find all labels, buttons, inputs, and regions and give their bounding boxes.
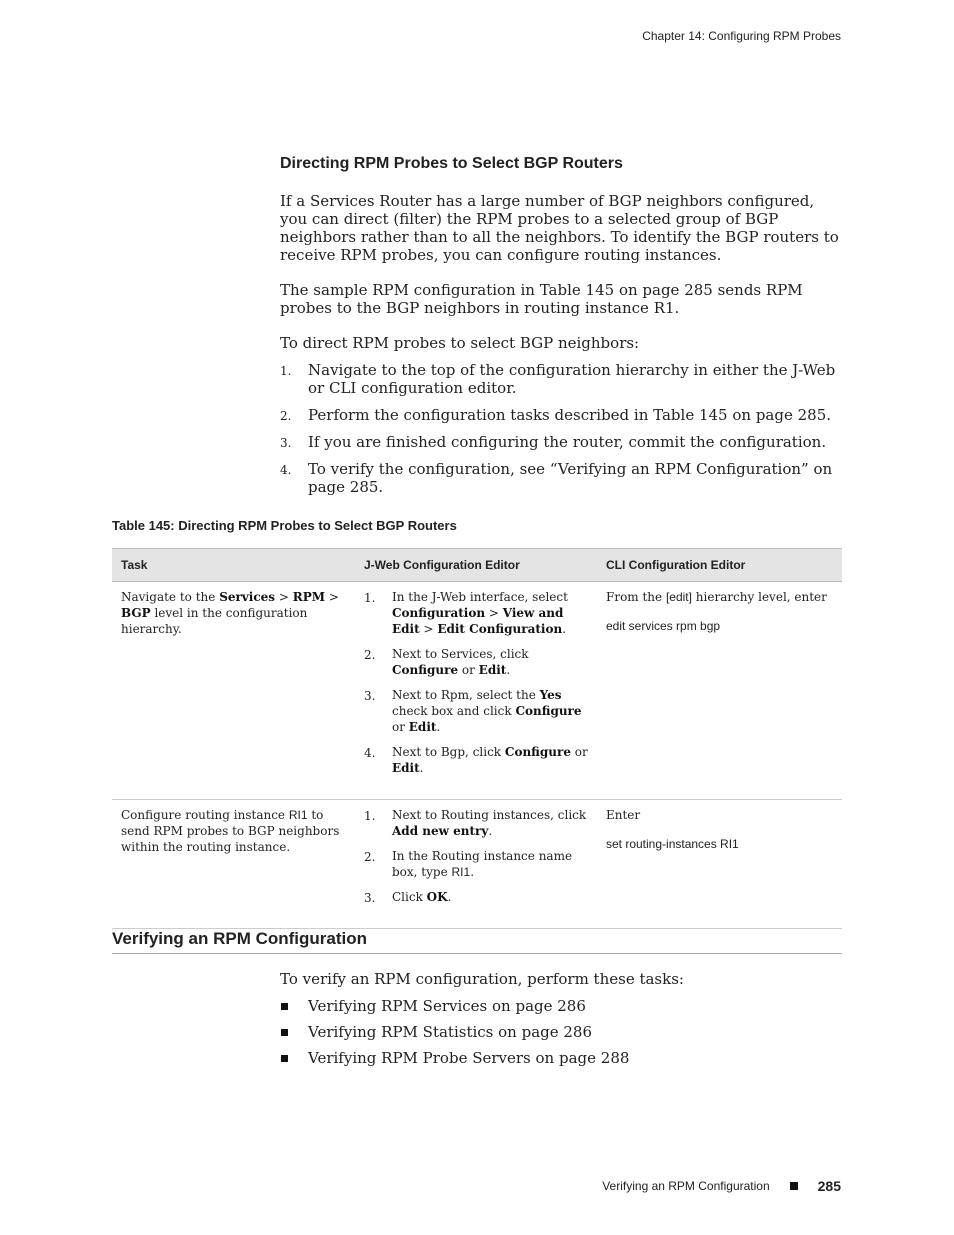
- text: .: [488, 824, 493, 838]
- page-number: 285: [817, 1178, 841, 1194]
- text: Next to Routing instances, click: [392, 808, 587, 822]
- procedure-step: [280, 433, 850, 451]
- ui-label: Configure: [504, 745, 571, 759]
- text: Navigate to the: [121, 590, 220, 604]
- text: .: [419, 761, 424, 775]
- ui-label: Yes: [539, 688, 562, 702]
- ui-label: Add new entry: [392, 824, 489, 838]
- text: .: [562, 622, 567, 636]
- jweb-step: [364, 646, 588, 678]
- step-number: 4.: [364, 746, 376, 760]
- text: .: [470, 865, 475, 879]
- verify-task-list: [280, 997, 629, 1075]
- column-header-task: Task: [112, 549, 355, 582]
- verify-intro: To verify an RPM configuration, perform these tasks:: [280, 970, 684, 988]
- step-number: 1.: [364, 591, 376, 605]
- step-number: 4.: [280, 463, 292, 477]
- procedure-step: [280, 406, 850, 424]
- step-number: 3.: [364, 689, 376, 703]
- square-separator-icon: [790, 1182, 798, 1190]
- text: hierarchy level, enter: [691, 590, 827, 604]
- code: RI1: [288, 808, 308, 822]
- ui-label: Edit: [392, 761, 420, 775]
- step-text: Perform the configuration tasks described in Table 145 on page 285.: [308, 406, 832, 424]
- jweb-step: [364, 848, 588, 880]
- jweb-step: [364, 744, 588, 776]
- text: Next to Services, click: [392, 647, 529, 661]
- text: In the Routing instance name box, type: [392, 849, 573, 879]
- jweb-cell: [355, 800, 597, 929]
- cli-cell: [597, 582, 842, 800]
- jweb-step: [364, 687, 588, 735]
- ui-label: Edit Configuration: [437, 622, 563, 636]
- link-text[interactable]: Verifying RPM Services on page 286: [308, 997, 586, 1015]
- text: >: [419, 622, 438, 636]
- column-header-cli: CLI Configuration Editor: [597, 549, 842, 582]
- procedure-step: [280, 460, 850, 496]
- task-cell: [112, 582, 355, 800]
- list-item[interactable]: [280, 1023, 629, 1041]
- section-heading: Directing RPM Probes to Select BGP Routers: [280, 155, 623, 172]
- text: .: [506, 663, 511, 677]
- text: Enter: [606, 808, 641, 822]
- ui-label: View and Edit: [392, 606, 564, 636]
- list-item[interactable]: [280, 1049, 629, 1067]
- text: or: [458, 663, 479, 677]
- step-number: 1.: [280, 364, 292, 378]
- steps-intro: To direct RPM probes to select BGP neighbors:: [280, 334, 640, 352]
- config-table: [112, 548, 842, 929]
- code: RI1: [451, 865, 471, 879]
- heading-rule: [112, 953, 842, 954]
- step-number: 3.: [280, 436, 292, 450]
- jweb-cell: [355, 582, 597, 800]
- square-bullet-icon: [281, 1029, 288, 1036]
- column-header-jweb: J-Web Configuration Editor: [355, 549, 597, 582]
- jweb-steps: [364, 807, 588, 905]
- square-bullet-icon: [281, 1055, 288, 1062]
- table-header-row: [112, 549, 842, 582]
- verify-heading: Verifying an RPM Configuration: [112, 929, 368, 948]
- text: .: [447, 890, 452, 904]
- sample-paragraph: The sample RPM configuration in Table 145 on page 285 sends RPM probes to the BGP neighbors in routing instance R1.: [280, 281, 803, 317]
- text: level in the configuration hierarchy.: [121, 606, 308, 636]
- step-text: To verify the configuration, see “Verifying an RPM Configuration” on page 285.: [308, 460, 833, 496]
- text: From the: [606, 590, 666, 604]
- table-caption: Table 145: Directing RPM Probes to Select BGP Routers: [112, 518, 457, 533]
- square-bullet-icon: [281, 1003, 288, 1010]
- step-number: 2.: [364, 850, 376, 864]
- intro-paragraph: If a Services Router has a large number of BGP neighbors configured, you can direct (filter) the RPM probes to a selected group of BGP neighbors rather than to all the neighbors. To identify the BGP routers to receive RPM probes, you can configure routing instances.: [280, 192, 839, 264]
- step-number: 2.: [280, 409, 292, 423]
- jweb-step: [364, 889, 588, 905]
- ui-label: Configure: [515, 704, 582, 718]
- footer-title: Verifying an RPM Configuration: [602, 1179, 770, 1193]
- text: >: [275, 590, 293, 604]
- ui-label: Edit: [408, 720, 437, 734]
- jweb-step: [364, 589, 588, 637]
- ui-label: OK: [426, 890, 448, 904]
- text: check box and click: [392, 704, 516, 718]
- menu-path: RPM: [292, 590, 326, 604]
- table-row: [112, 582, 842, 800]
- text: In the J-Web interface, select: [392, 590, 568, 604]
- step-text: Navigate to the top of the configuration hierarchy in either the J-Web or CLI configuration editor.: [308, 361, 836, 397]
- step-number: 3.: [364, 891, 376, 905]
- procedure-step: [280, 361, 850, 397]
- code: [edit]: [665, 590, 692, 604]
- text: .: [436, 720, 441, 734]
- text: or: [392, 720, 409, 734]
- text: or: [570, 745, 588, 759]
- cli-command: edit services rpm bgp: [606, 619, 721, 633]
- menu-path: BGP: [121, 606, 151, 620]
- step-text: If you are finished configuring the router, commit the configuration.: [308, 433, 827, 451]
- jweb-step: [364, 807, 588, 839]
- text: Next to Rpm, select the: [392, 688, 540, 702]
- ui-label: Configure: [392, 663, 459, 677]
- text: Next to Bgp, click: [392, 745, 505, 759]
- running-head: Chapter 14: Configuring RPM Probes: [642, 29, 841, 43]
- step-number: 2.: [364, 648, 376, 662]
- task-cell: [112, 800, 355, 929]
- procedure-steps: [280, 361, 850, 505]
- cli-command: set routing-instances RI1: [606, 837, 739, 851]
- cli-cell: [597, 800, 842, 929]
- text: to send RPM probes to BGP neighbors within the routing instance.: [121, 808, 340, 854]
- link-text[interactable]: Verifying RPM Statistics on page 286: [308, 1023, 593, 1041]
- ui-label: Configuration: [392, 606, 486, 620]
- jweb-steps: [364, 589, 588, 776]
- ui-label: Edit: [478, 663, 507, 677]
- link-text[interactable]: Verifying RPM Probe Servers on page 288: [308, 1049, 630, 1067]
- menu-path: Services: [219, 590, 276, 604]
- list-item[interactable]: [280, 997, 629, 1015]
- text: Click: [392, 890, 427, 904]
- page-footer: [602, 1178, 841, 1194]
- text: >: [325, 590, 339, 604]
- table-row: [112, 800, 842, 929]
- text: Configure routing instance: [121, 808, 289, 822]
- text: >: [485, 606, 503, 620]
- step-number: 1.: [364, 809, 376, 823]
